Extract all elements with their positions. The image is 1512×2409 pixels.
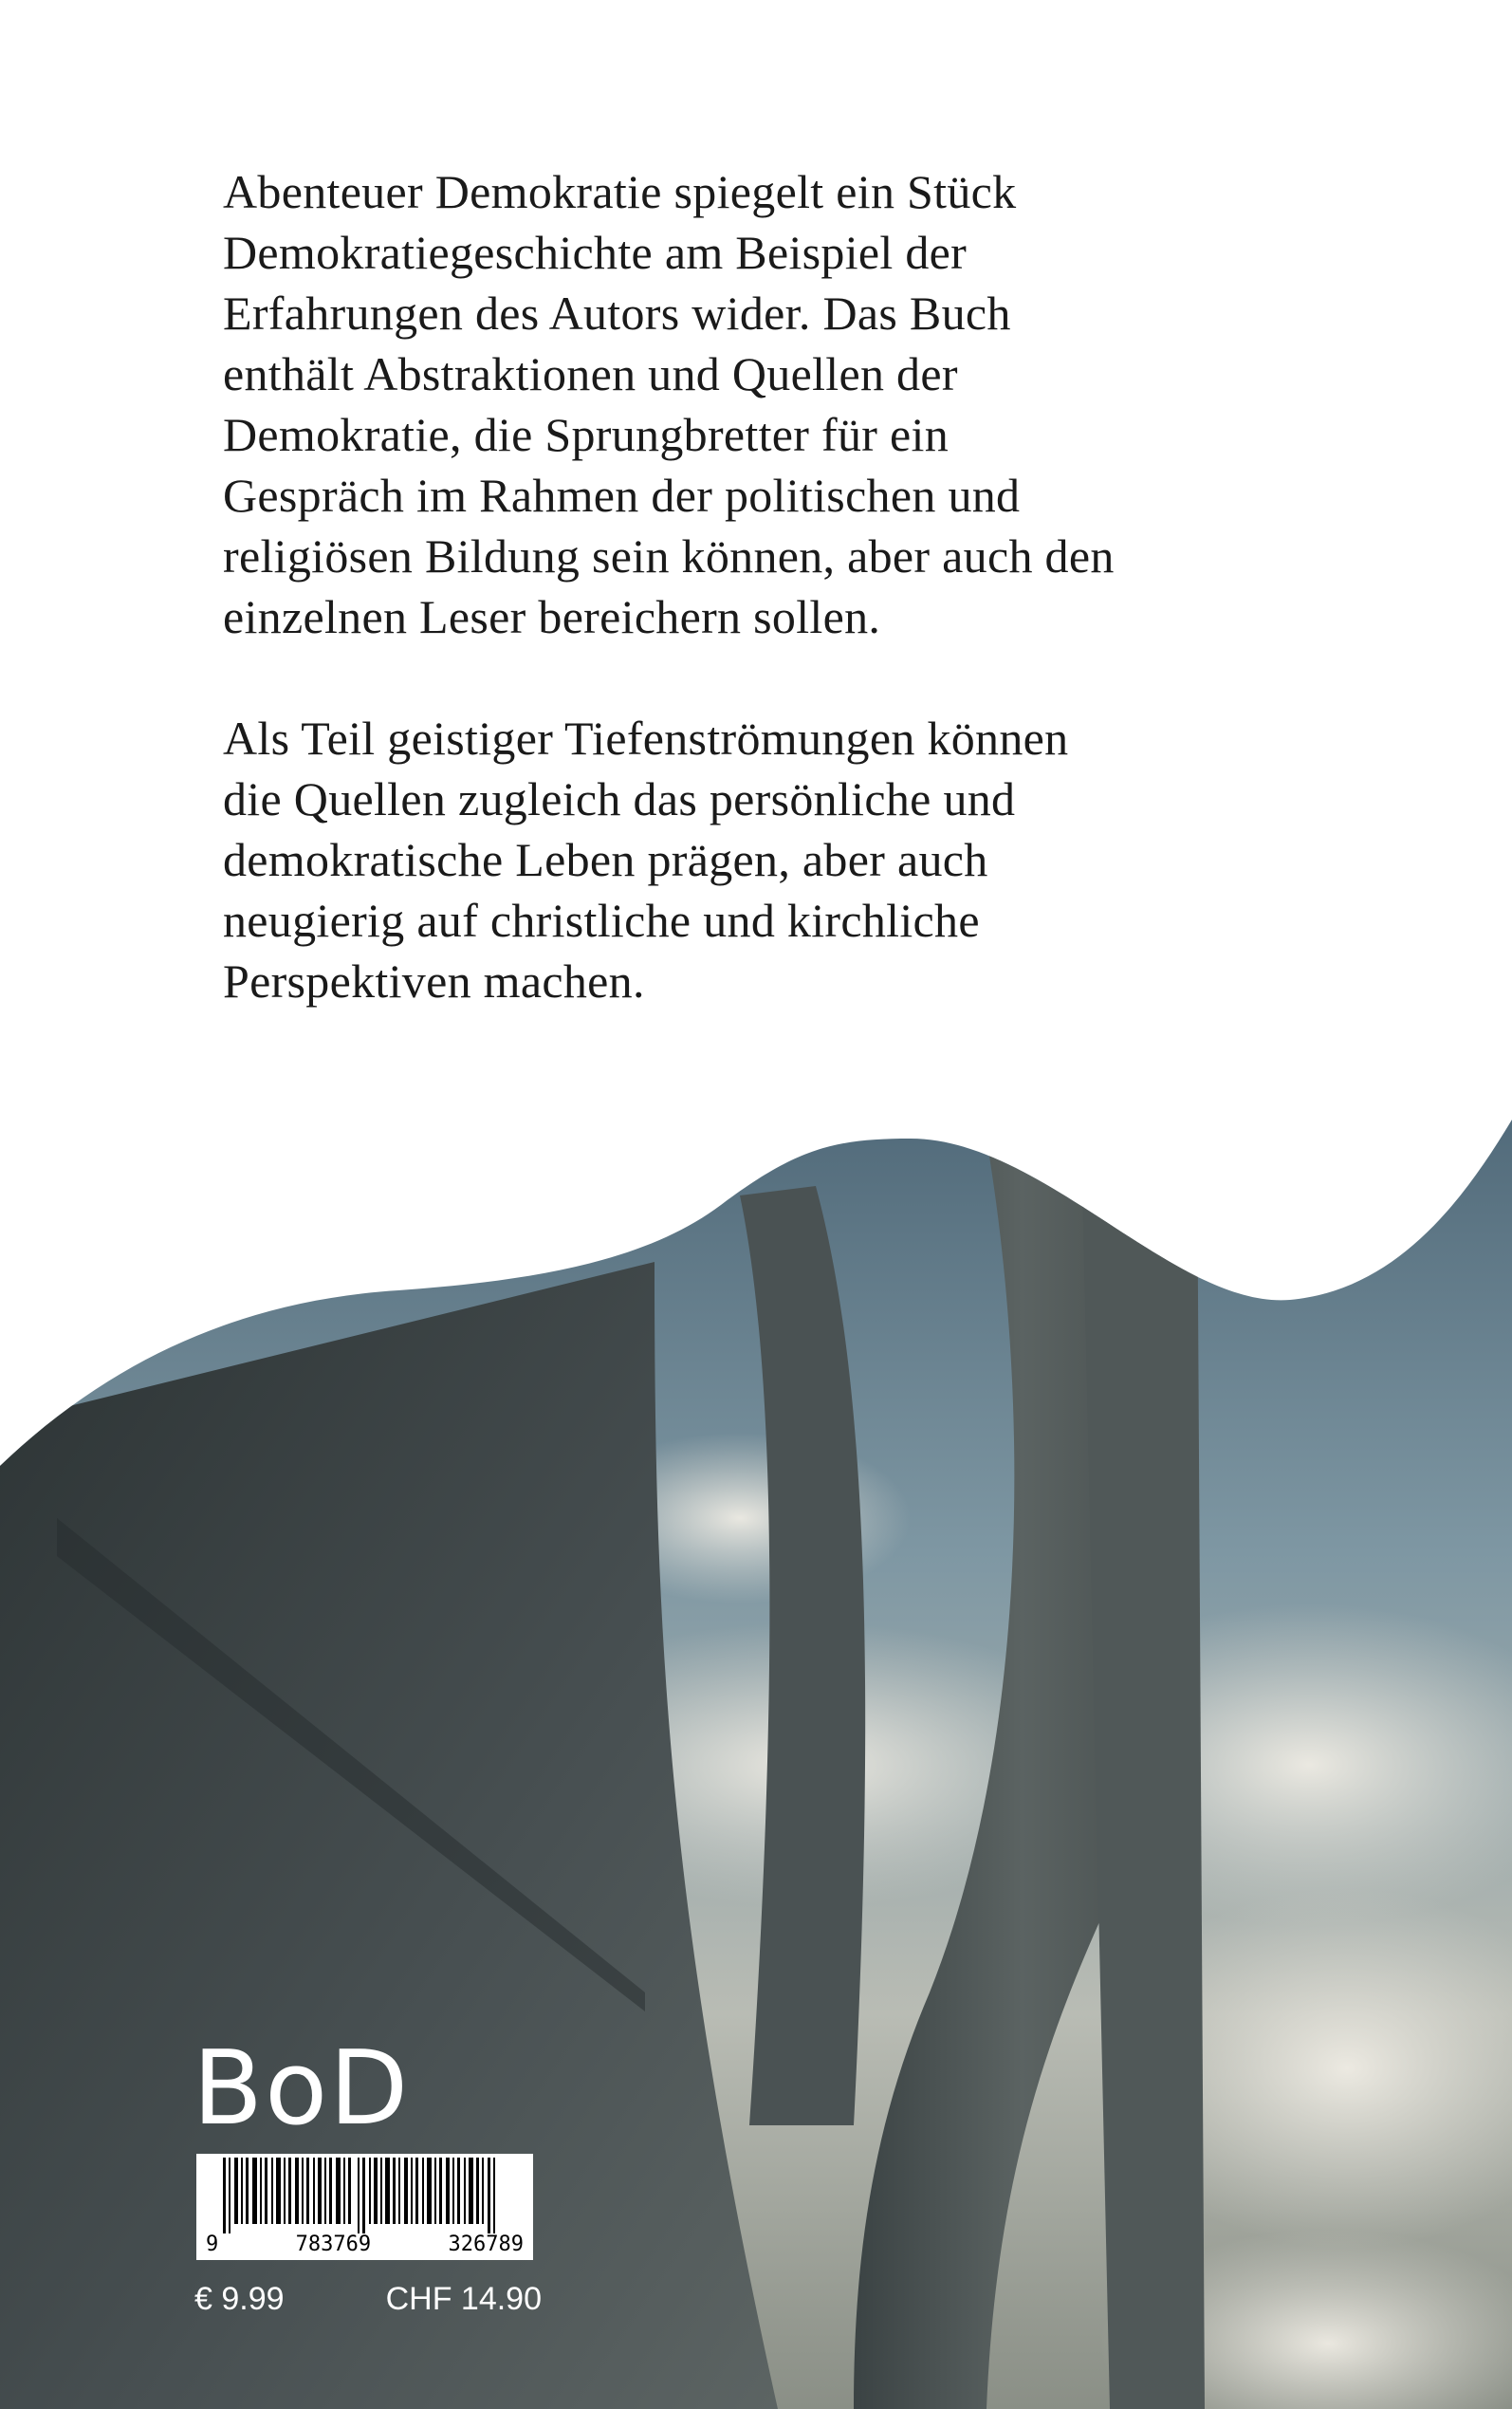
isbn-digit-group: 326789 — [448, 2233, 524, 2256]
price-eur: € 9.99 — [194, 2281, 285, 2317]
blurb-paragraph-2: Als Teil geistiger Tiefenströmungen können die Quellen zugleich das persönliche und demokratische Leben prägen, aber auch neugierig auf christliche und kirchliche Perspektiven machen. — [223, 712, 1069, 1008]
isbn-digit-group: 783769 — [295, 2233, 372, 2256]
price-line — [194, 2281, 542, 2318]
isbn-digit-group: 9 — [206, 2233, 219, 2256]
isbn-digits — [206, 2233, 524, 2256]
price-chf: CHF 14.90 — [385, 2281, 542, 2317]
publisher-logo: BoD — [193, 2029, 411, 2148]
isbn-barcode — [196, 2154, 533, 2260]
blurb-paragraph-1: Abenteuer Demokratie spiegelt ein Stück Demokratiegeschichte am Beispiel der Erfahrungen des Autors wider. Das Buch enthält Abstraktionen und Quellen der Demokratie, die Sprungbretter für ein Gespräch im Rahmen der politischen und religiösen Bildung sein können, aber auch den einzelnen Leser bereichern sollen. — [223, 165, 1115, 643]
barcode-bars — [196, 2158, 533, 2233]
